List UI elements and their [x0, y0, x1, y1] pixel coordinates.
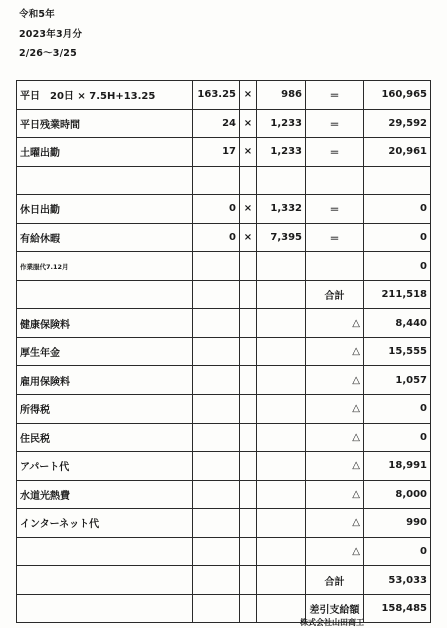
empty-cell [257, 366, 306, 395]
empty-cell [193, 480, 240, 509]
empty-cell [240, 594, 257, 623]
empty-cell [257, 509, 306, 538]
earning-row [17, 166, 431, 195]
row-label: 平日 20日 × 7.5H+13.25 [17, 81, 193, 110]
row-amount: 0 [364, 195, 431, 224]
equals-sign: ＝ [306, 81, 364, 110]
deduction-label: アパート代 [17, 452, 193, 481]
total-amount: 53,033 [364, 566, 431, 595]
deduction-row [17, 309, 431, 338]
empty-cell [193, 594, 240, 623]
row-amount: 20,961 [364, 138, 431, 167]
empty-cell [240, 280, 257, 309]
deduction-mark: △ [306, 452, 364, 481]
deduction-mark: △ [306, 309, 364, 338]
deduction-amount: 8,440 [364, 309, 431, 338]
earning-row [17, 252, 431, 281]
deduction-mark: △ [306, 366, 364, 395]
empty-cell [193, 337, 240, 366]
row-rate [257, 252, 306, 281]
row-amount [364, 166, 431, 195]
empty-cell [257, 423, 306, 452]
row-quantity [193, 166, 240, 195]
deduction-total-row [17, 566, 431, 595]
row-quantity: 163.25 [193, 81, 240, 110]
equals-sign: ＝ [306, 223, 364, 252]
net-pay-row [17, 594, 431, 623]
deduction-amount: 0 [364, 423, 431, 452]
deduction-amount: 990 [364, 509, 431, 538]
empty-cell [240, 423, 257, 452]
deduction-label: 住民税 [17, 423, 193, 452]
multiply-sign [240, 166, 257, 195]
row-quantity: 17 [193, 138, 240, 167]
income-total-row [17, 280, 431, 309]
empty-cell [240, 395, 257, 424]
deduction-mark: △ [306, 337, 364, 366]
total-amount: 211,518 [364, 280, 431, 309]
empty-cell [193, 395, 240, 424]
empty-cell [17, 566, 193, 595]
empty-cell [240, 366, 257, 395]
empty-cell [257, 537, 306, 566]
period-label: 2/26～3/25 [19, 48, 77, 59]
row-rate: 1,233 [257, 138, 306, 167]
row-quantity [193, 252, 240, 281]
empty-cell [240, 537, 257, 566]
empty-cell [240, 337, 257, 366]
row-rate: 7,395 [257, 223, 306, 252]
deduction-label: 所得税 [17, 395, 193, 424]
deduction-mark: △ [306, 537, 364, 566]
row-amount: 29,592 [364, 109, 431, 138]
empty-cell [240, 452, 257, 481]
row-label: 有給休暇 [17, 223, 193, 252]
row-amount: 0 [364, 223, 431, 252]
deduction-label: 厚生年金 [17, 337, 193, 366]
payroll-table [16, 80, 431, 623]
deduction-label [17, 537, 193, 566]
earning-row [17, 138, 431, 167]
row-label [17, 166, 193, 195]
multiply-sign: × [240, 195, 257, 224]
row-quantity: 24 [193, 109, 240, 138]
deduction-row [17, 423, 431, 452]
equals-sign [306, 166, 364, 195]
empty-cell [257, 566, 306, 595]
deduction-label: 健康保険料 [17, 309, 193, 338]
empty-cell [240, 509, 257, 538]
empty-cell [257, 280, 306, 309]
deduction-label: 水道光熱費 [17, 480, 193, 509]
total-label: 差引支給額 [306, 594, 364, 623]
month-label: 2023年3月分 [19, 29, 83, 40]
deduction-amount: 15,555 [364, 337, 431, 366]
row-rate: 986 [257, 81, 306, 110]
row-quantity: 0 [193, 223, 240, 252]
empty-cell [257, 337, 306, 366]
deduction-amount: 0 [364, 395, 431, 424]
total-amount: 158,485 [364, 594, 431, 623]
empty-cell [257, 452, 306, 481]
deduction-amount: 8,000 [364, 480, 431, 509]
empty-cell [257, 395, 306, 424]
row-label: 土曜出勤 [17, 138, 193, 167]
deduction-row [17, 337, 431, 366]
deduction-amount: 18,991 [364, 452, 431, 481]
company-stamp-text: 株式会社山田商工 [300, 618, 364, 627]
row-rate [257, 166, 306, 195]
deduction-amount: 0 [364, 537, 431, 566]
total-label: 合計 [306, 280, 364, 309]
earning-row [17, 195, 431, 224]
multiply-sign [240, 252, 257, 281]
deduction-row [17, 480, 431, 509]
row-rate: 1,332 [257, 195, 306, 224]
multiply-sign: × [240, 223, 257, 252]
multiply-sign: × [240, 109, 257, 138]
deduction-row [17, 452, 431, 481]
earning-row [17, 223, 431, 252]
deduction-amount: 1,057 [364, 366, 431, 395]
deduction-row [17, 395, 431, 424]
row-label: 休日出勤 [17, 195, 193, 224]
empty-cell [193, 280, 240, 309]
empty-cell [193, 309, 240, 338]
row-amount: 160,965 [364, 81, 431, 110]
row-label: 作業服代7.12月 [17, 252, 193, 281]
equals-sign: ＝ [306, 195, 364, 224]
empty-cell [193, 423, 240, 452]
row-rate: 1,233 [257, 109, 306, 138]
deduction-row [17, 366, 431, 395]
deduction-mark: △ [306, 395, 364, 424]
equals-sign: ＝ [306, 138, 364, 167]
empty-cell [193, 537, 240, 566]
empty-cell [240, 309, 257, 338]
total-label: 合計 [306, 566, 364, 595]
deduction-mark: △ [306, 423, 364, 452]
empty-cell [240, 566, 257, 595]
empty-cell [257, 594, 306, 623]
empty-cell [193, 509, 240, 538]
multiply-sign: × [240, 138, 257, 167]
earning-row [17, 109, 431, 138]
row-label: 平日残業時間 [17, 109, 193, 138]
empty-cell [257, 480, 306, 509]
equals-sign [306, 252, 364, 281]
deduction-row [17, 537, 431, 566]
deduction-mark: △ [306, 480, 364, 509]
deduction-label: 雇用保険料 [17, 366, 193, 395]
empty-cell [257, 309, 306, 338]
deduction-mark: △ [306, 509, 364, 538]
empty-cell [240, 480, 257, 509]
earning-row [17, 81, 431, 110]
empty-cell [193, 566, 240, 595]
row-amount: 0 [364, 252, 431, 281]
empty-cell [193, 452, 240, 481]
row-quantity: 0 [193, 195, 240, 224]
era-year: 令和5年 [19, 9, 55, 20]
equals-sign: ＝ [306, 109, 364, 138]
deduction-label: インターネット代 [17, 509, 193, 538]
empty-cell [17, 280, 193, 309]
deduction-row [17, 509, 431, 538]
multiply-sign: × [240, 81, 257, 110]
empty-cell [17, 594, 193, 623]
empty-cell [193, 366, 240, 395]
